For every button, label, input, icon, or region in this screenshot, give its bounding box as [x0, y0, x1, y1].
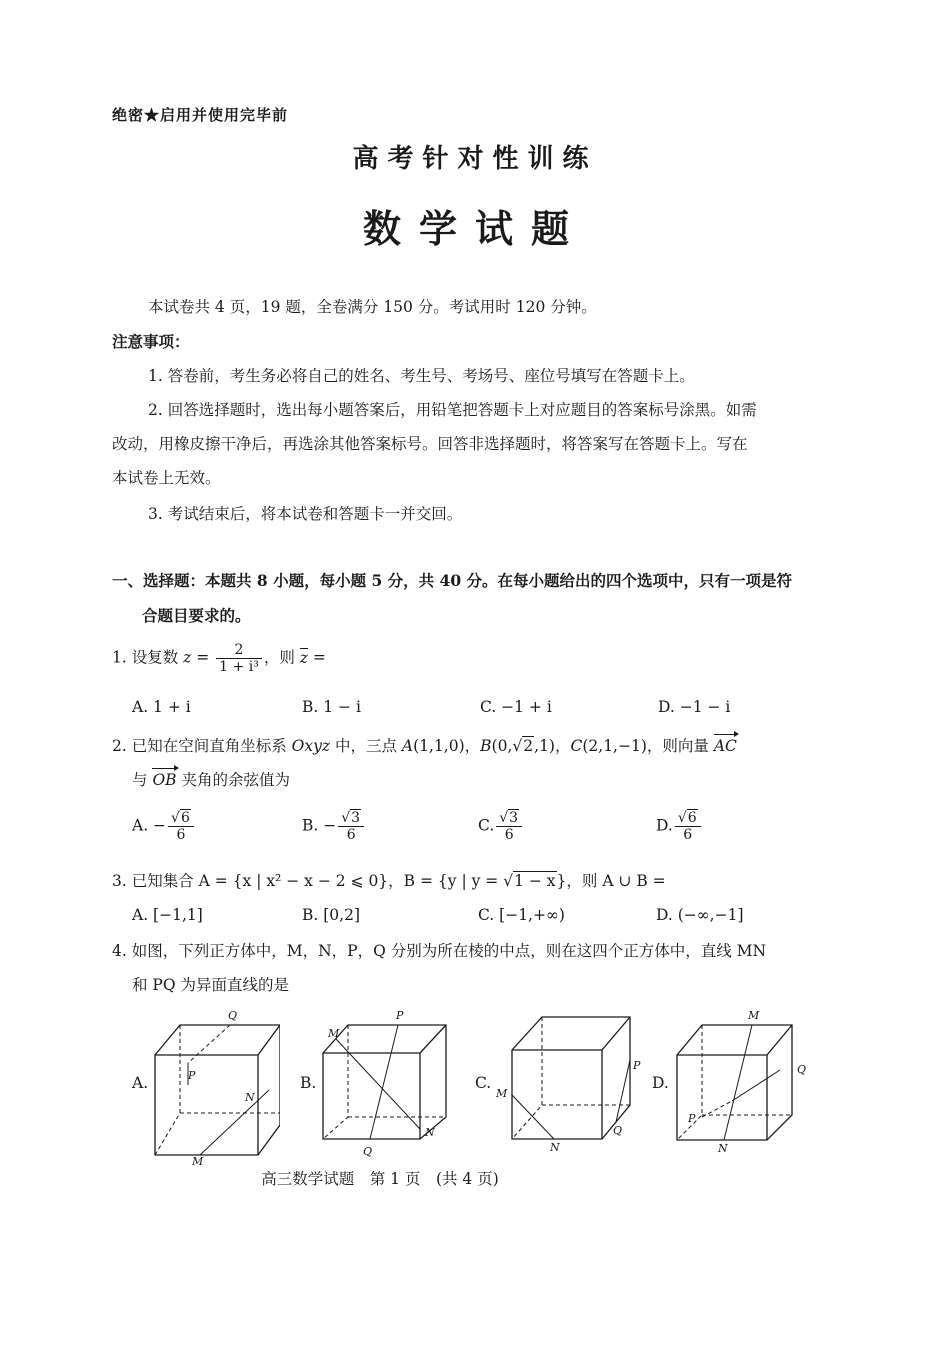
z-conjugate: z	[299, 648, 308, 667]
point-n: N	[550, 1141, 560, 1154]
cube-c-figure	[492, 1005, 642, 1165]
notice-item-2-line-1: 2. 回答选择题时，选出每小题答案后，用铅笔把答题卡上对应题目的答案标号涂黑。如需	[148, 401, 757, 419]
q3-option-c: C. [−1,+∞)	[478, 906, 565, 924]
point-m: M	[496, 1087, 508, 1100]
figure-a-label: A.	[132, 1074, 149, 1092]
point-m: M	[748, 1009, 760, 1022]
point-p: P	[188, 1069, 196, 1082]
notice-heading: 注意事项：	[112, 332, 190, 351]
point-q: Q	[363, 1145, 373, 1158]
q1-fraction: $\frac{2}{\text{1 + i³}}$	[216, 642, 262, 675]
point-p: P	[633, 1059, 641, 1072]
q1-option-a: A. 1 + i	[132, 698, 191, 716]
vector-ac: AC	[713, 737, 737, 755]
notice-item-2-line-2: 改动，用橡皮擦干净后，再选涂其他答案标号。回答非选择题时，将答案写在答题卡上。写在	[112, 435, 748, 453]
section-1-heading-line-2: 合题目要求的。	[142, 606, 251, 625]
q2-option-b: B. − $\frac{√3}{6}$	[302, 810, 366, 843]
exam-title: 高考针对性训练	[352, 144, 598, 174]
q1-option-c: C. −1 + i	[480, 698, 552, 716]
point-m: M	[328, 1027, 340, 1040]
page-footer: 高三数学试题 第 1 页 (共 4 页)	[261, 1170, 499, 1188]
point-q: Q	[228, 1009, 238, 1022]
confidential-mark: 绝密★启用并使用完毕前	[112, 106, 289, 124]
q2-option-d: D. $\frac{√6}{6}$	[656, 810, 703, 843]
notice-item-3: 3. 考试结束后，将本试卷和答题卡一并交回。	[148, 505, 463, 523]
cube-b-figure	[318, 1005, 448, 1165]
question-3: 3. 已知集合 A = {x | x² − x − 2 ⩽ 0}，B = {y | y = √1 − x}，则 A ∪ B =	[112, 872, 666, 890]
question-2-line-2: 与 OB 夹角的余弦值为	[132, 771, 290, 789]
section-1-heading: 一、选择题：本题共 8 小题，每小题 5 分，共 40 分。在每小题给出的四个选项中，只有一项是符	[112, 571, 793, 590]
cube-a-figure	[150, 1005, 280, 1165]
q2-option-a: A. − $\frac{√6}{6}$	[132, 810, 196, 843]
q3-option-a: A. [−1,1]	[132, 906, 203, 924]
q1-option-d: D. −1 − i	[658, 698, 731, 716]
subject-title: 数学试题	[362, 206, 587, 251]
q3-option-b: B. [0,2]	[302, 906, 360, 924]
question-4-line-2: 和 PQ 为异面直线的是	[132, 976, 289, 994]
q2-option-c: C. $\frac{√3}{6}$	[478, 810, 524, 843]
notice-item-2-line-3: 本试卷上无效。	[112, 469, 221, 487]
figure-d-label: D.	[652, 1074, 669, 1092]
point-p: P	[688, 1112, 696, 1125]
question-4: 4. 如图，下列正方体中，M，N，P，Q 分别为所在棱的中点，则在这四个正方体中，直线 MN	[112, 942, 767, 960]
q3-option-d: D. (−∞,−1]	[656, 906, 744, 924]
point-q: Q	[797, 1063, 807, 1076]
point-m: M	[192, 1155, 204, 1165]
figure-b-label: B.	[300, 1074, 317, 1092]
cube-d-figure	[672, 1005, 812, 1165]
point-n: N	[718, 1142, 728, 1155]
point-n: N	[245, 1091, 255, 1104]
point-n: N	[425, 1126, 435, 1139]
point-q: Q	[613, 1124, 623, 1137]
question-2: 2. 已知在空间直角坐标系 Oxyz 中，三点 A(1,1,0)，B(0,√2,1)，C(2,1,−1)，则向量 AC	[112, 737, 737, 755]
question-1: 1. 设复数 z = $\frac{2}{\text{1 + i³}}$ ，则 z =	[112, 642, 326, 675]
point-p: P	[396, 1009, 404, 1022]
notice-item-1: 1. 答卷前，考生务必将自己的姓名、考生号、考场号、座位号填写在答题卡上。	[148, 367, 695, 385]
figure-c-label: C.	[475, 1074, 492, 1092]
q1-option-b: B. 1 − i	[302, 698, 361, 716]
vector-ob: OB	[152, 771, 177, 789]
intro-text: 本试卷共 4 页，19 题，全卷满分 150 分。考试用时 120 分钟。	[148, 298, 597, 316]
